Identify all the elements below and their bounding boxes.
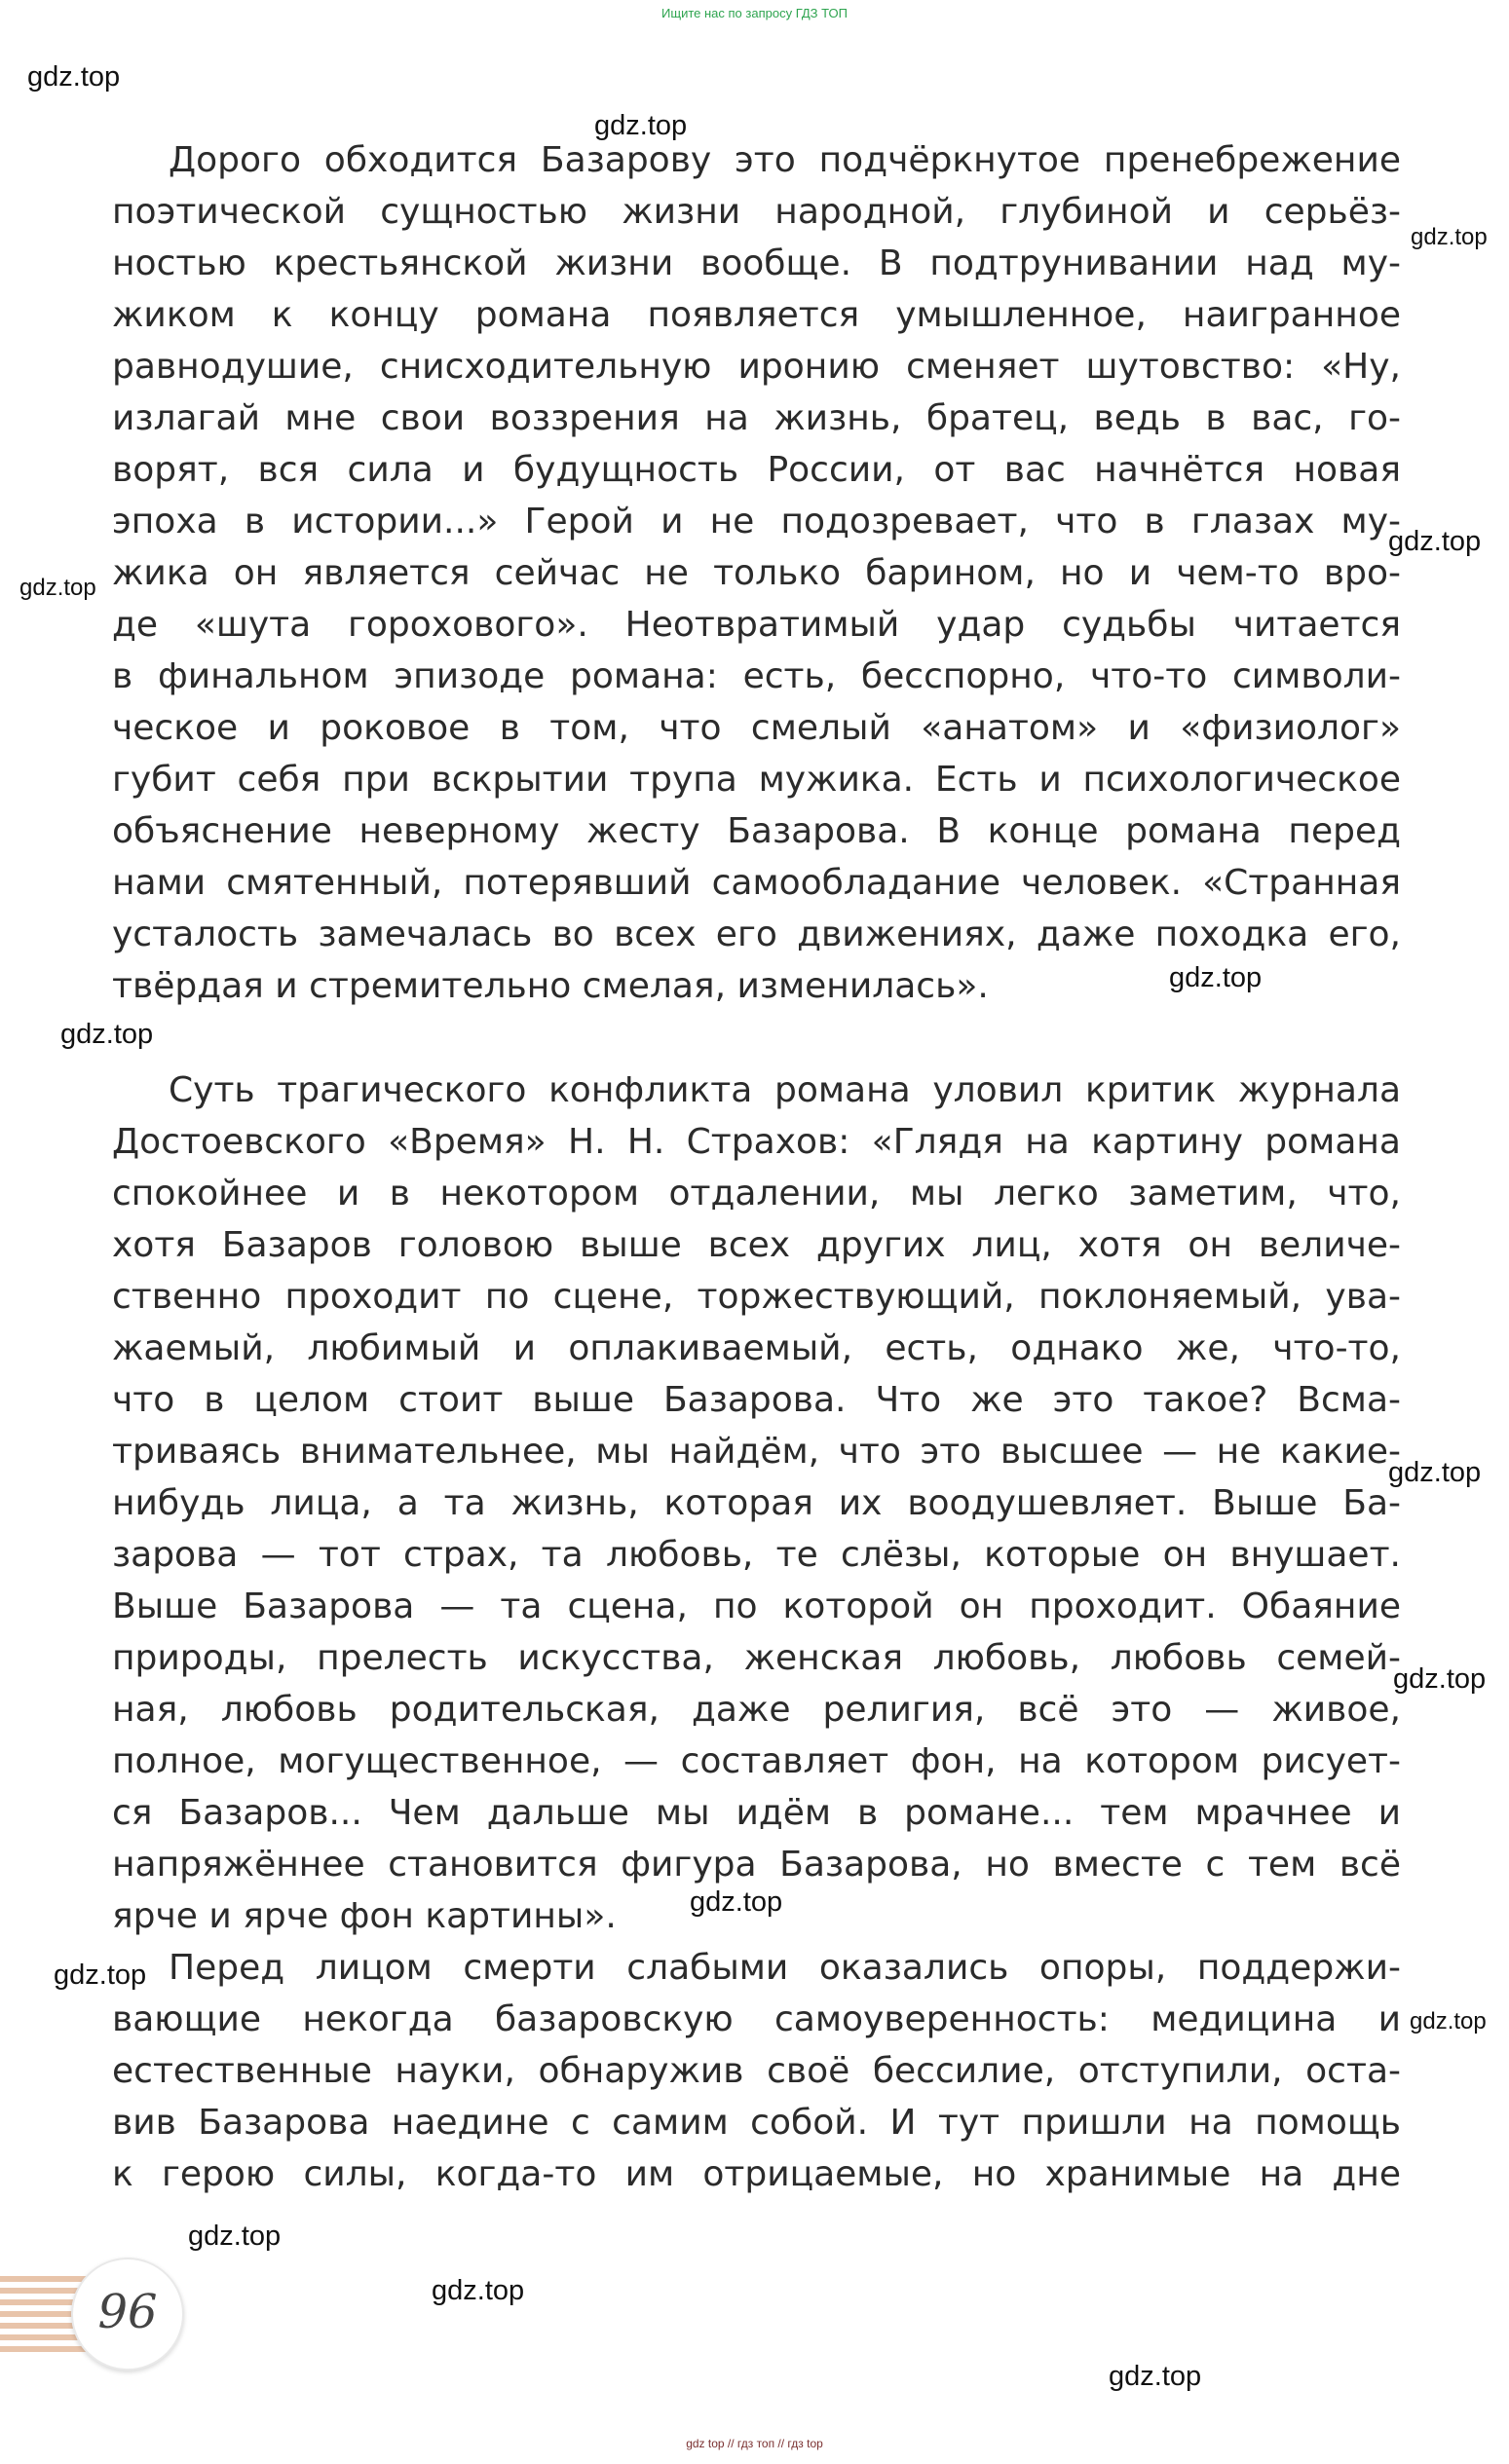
text-line: жиком к концу романа появляется умышленное, наигранное	[112, 295, 1401, 335]
watermark: gdz.top	[1393, 1663, 1487, 1695]
text-line: равнодушие, снисходительную иронию сменяет шутовство: «Ну,	[112, 347, 1401, 387]
text-line: триваясь внимательнее, мы найдём, что это высшее — не какие-	[112, 1432, 1401, 1472]
text-line: напряжённее становится фигура Базарова, но вместе с тем всё	[112, 1845, 1401, 1885]
watermark: gdz.top	[594, 110, 688, 141]
watermark: gdz.top	[1411, 224, 1488, 250]
text-line: природы, прелесть искусства, женская любовь, любовь семей-	[112, 1638, 1401, 1678]
text-line: что в целом стоит выше Базарова. Что же это такое? Всма-	[112, 1380, 1401, 1420]
text-line: нами смятенный, потерявший самообладание человек. «Странная	[112, 863, 1401, 903]
text-line: жика он является сейчас не только барином, но и чем-то вро-	[112, 553, 1401, 593]
text-line: естественные науки, обнаружив своё бессилие, отступили, оста-	[112, 2051, 1401, 2091]
text-line: Дорого обходится Базарову это подчёркнутое пренебрежение	[169, 140, 1401, 180]
text-line: ностью крестьянской жизни вообще. В подтрунивании над му-	[112, 243, 1401, 283]
watermark: gdz.top	[27, 61, 121, 93]
text-line: излагай мне свои воззрения на жизнь, братец, ведь в вас, го-	[112, 398, 1401, 438]
text-line: ственно проходит по сцене, торжествующий, поклоняемый, ува-	[112, 1277, 1401, 1317]
watermark: gdz.top	[1388, 526, 1482, 557]
page-number: 96	[97, 2285, 158, 2339]
text-line: к герою силы, когда-то им отрицаемые, но хранимые на дне	[112, 2154, 1401, 2194]
text-line: Выше Базарова — та сцена, по которой он проходит. Обаяние	[112, 1587, 1401, 1626]
text-line: жаемый, любимый и оплакиваемый, есть, однако же, что-то,	[112, 1328, 1401, 1368]
text-line: Перед лицом смерти слабыми оказались опоры, поддержи-	[169, 1948, 1401, 1988]
text-line: спокойнее и в некотором отдалении, мы легко заметим, что,	[112, 1174, 1401, 1213]
watermark: gdz.top	[1410, 2008, 1487, 2035]
watermark: gdz.top	[19, 575, 96, 601]
bottom-banner: gdz top // гдз топ // гдз top	[686, 2437, 823, 2450]
watermark: gdz.top	[432, 2275, 525, 2306]
text-line: Суть трагического конфликта романа уловил критик журнала	[169, 1070, 1401, 1110]
text-line: ческое и роковое в том, что смелый «анатом» и «физиолог»	[112, 708, 1401, 748]
watermark: gdz.top	[690, 1886, 783, 1918]
text-line: вающие некогда базаровскую самоуверенность: медицина и	[112, 1999, 1401, 2039]
text-line: ярче и ярче фон картины».	[112, 1896, 617, 1936]
text-line: поэтической сущностью жизни народной, глубиной и серьёз-	[112, 192, 1401, 232]
text-line: хотя Базаров головою выше всех других лиц, хотя он величе-	[112, 1225, 1401, 1265]
text-line: губит себя при вскрытии трупа мужика. Есть и психологическое	[112, 760, 1401, 800]
watermark: gdz.top	[188, 2221, 282, 2252]
text-line: эпоха в истории...» Герой и не подозревает, что в глазах му-	[112, 502, 1401, 541]
top-banner: Ищите нас по запросу ГДЗ ТОП	[661, 6, 848, 20]
watermark: gdz.top	[54, 1960, 147, 1991]
text-line: твёрдая и стремительно смелая, изменилась».	[112, 966, 989, 1006]
text-line: Достоевского «Время» Н. Н. Страхов: «Глядя на картину романа	[112, 1122, 1401, 1162]
watermark: gdz.top	[1388, 1457, 1482, 1488]
watermark: gdz.top	[60, 1019, 154, 1050]
text-line: ная, любовь родительская, даже религия, всё это — живое,	[112, 1690, 1401, 1730]
text-line: де «шута горохового». Неотвратимый удар судьбы читается	[112, 605, 1401, 645]
text-line: в финальном эпизоде романа: есть, бесспорно, что-то символи-	[112, 656, 1401, 696]
text-line: зарова — тот страх, та любовь, те слёзы, которые он внушает.	[112, 1535, 1401, 1575]
text-line: ся Базаров... Чем дальше мы идём в романе... тем мрачнее и	[112, 1793, 1401, 1833]
text-line: вив Базарова наедине с самим собой. И тут пришли на помощь	[112, 2103, 1401, 2143]
watermark: gdz.top	[1169, 962, 1263, 993]
text-line: ворят, вся сила и будущность России, от вас начнётся новая	[112, 450, 1401, 490]
text-line: полное, могущественное, — составляет фон, на котором рисует-	[112, 1741, 1401, 1781]
text-line: объяснение неверному жесту Базарова. В конце романа перед	[112, 811, 1401, 851]
text-line: усталость замечалась во всех его движениях, даже походка его,	[112, 915, 1401, 954]
watermark: gdz.top	[1109, 2361, 1202, 2392]
text-line: нибудь лица, а та жизнь, которая их воодушевляет. Выше Ба-	[112, 1483, 1401, 1523]
